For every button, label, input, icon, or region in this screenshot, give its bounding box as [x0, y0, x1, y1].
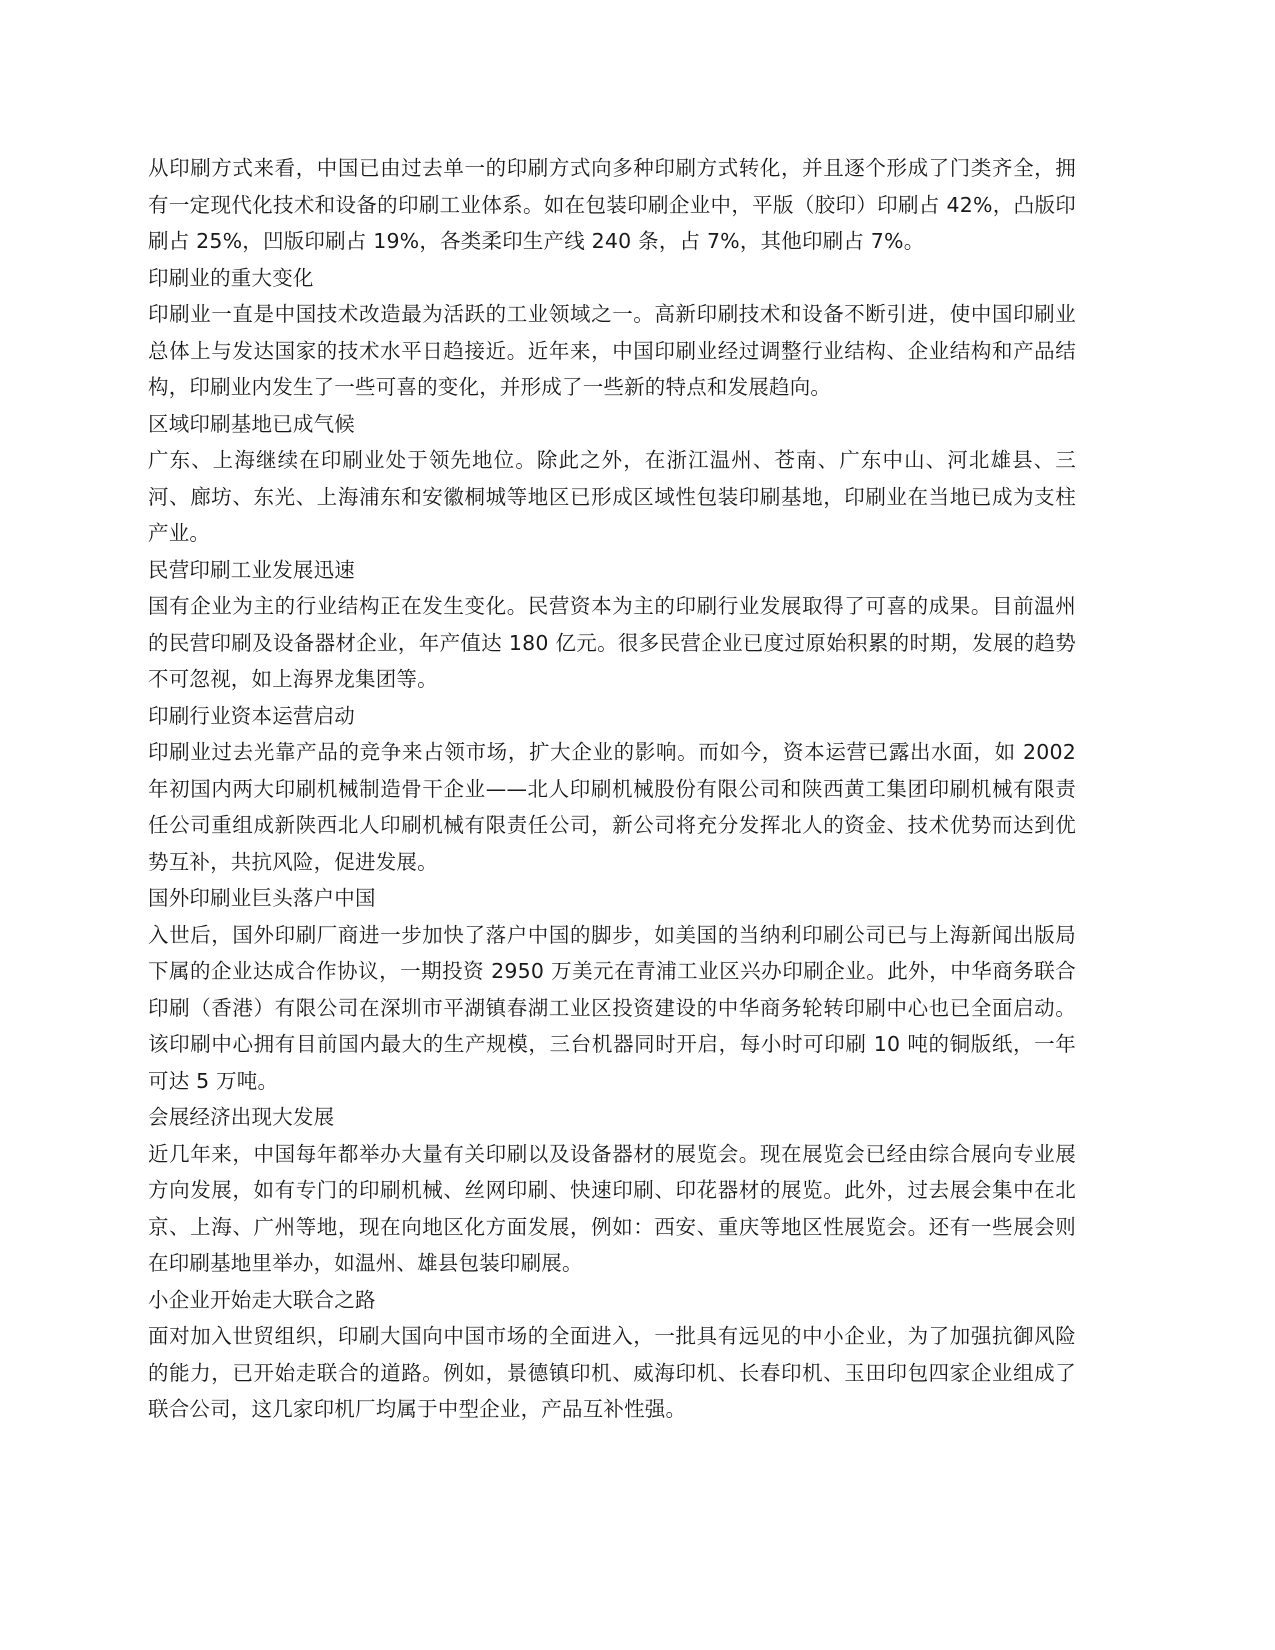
section-paragraph-private-industry: 国有企业为主的行业结构正在发生变化。民营资本为主的印刷行业发展取得了可喜的成果。目前温州的民营印刷及设备器材企业，年产值达 180 亿元。很多民营企业已度过原始积累的时期，发展的趋势不可忽视，如上海界龙集团等。 — [148, 594, 1076, 691]
section-paragraph-capital-operation: 印刷业过去光靠产品的竞争来占领市场，扩大企业的影响。而如今，资本运营已露出水面，如 2002 年初国内两大印刷机械制造骨干企业——北人印刷机械股份有限公司和陕西黄工集团印刷机械有限责任公司重组成新陕西北人印刷机械有限责任公司，新公司将充分发挥北人的资金、技术优势而达到优势互补，共抗风险，促进发展。 — [148, 740, 1076, 874]
section-paragraph-exhibition-economy: 近几年来，中国每年都举办大量有关印刷以及设备器材的展览会。现在展览会已经由综合展向专业展方向发展，如有专门的印刷机械、丝网印刷、快速印刷、印花器材的展览。此外，过去展会集中在北京、上海、广州等地，现在向地区化方面发展，例如：西安、重庆等地区性展览会。还有一些展会则在印刷基地里举办，如温州、雄县包装印刷展。 — [148, 1141, 1076, 1275]
section-heading-small-enterprises: 小企业开始走大联合之路 — [148, 1287, 376, 1312]
intro-paragraph: 从印刷方式来看，中国已由过去单一的印刷方式向多种印刷方式转化，并且逐个形成了门类齐全，拥有一定现代化技术和设备的印刷工业体系。如在包装印刷企业中，平版（胶印）印刷占 42%，凸版印刷占 25%，凹版印刷占 19%，各类柔印生产线 240 条，占 7%，其他印刷占 7%。 — [148, 156, 1076, 253]
section-heading-capital-operation: 印刷行业资本运营启动 — [148, 703, 355, 728]
section-paragraph-foreign-giants: 入世后，国外印刷厂商进一步加快了落户中国的脚步，如美国的当纳利印刷公司已与上海新闻出版局下属的企业达成合作协议，一期投资 2950 万美元在青浦工业区兴办印刷企业。此外，中华商务联合印刷（香港）有限公司在深圳市平湖镇春湖工业区投资建设的中华商务轮转印刷中心也已全面启动。该印刷中心拥有目前国内最大的生产规模，三台机器同时开启，每小时可印刷 10 吨的铜版纸，一年可达 5 万吨。 — [148, 922, 1076, 1093]
section-paragraph-small-enterprises: 面对加入世贸组织，印刷大国向中国市场的全面进入，一批具有远见的中小企业，为了加强抗御风险的能力，已开始走联合的道路。例如，景德镇印机、威海印机、长春印机、玉田印包四家企业组成了联合公司，这几家印机厂均属于中型企业，产品互补性强。 — [148, 1324, 1076, 1421]
document-page — [148, 150, 1076, 1428]
section-heading-foreign-giants: 国外印刷业巨头落户中国 — [148, 886, 376, 910]
section-heading-private-industry: 民营印刷工业发展迅速 — [148, 557, 355, 582]
section-paragraph-changes: 印刷业一直是中国技术改造最为活跃的工业领域之一。高新印刷技术和设备不断引进，使中国印刷业总体上与发达国家的技术水平日趋接近。近年来，中国印刷业经过调整行业结构、企业结构和产品结构，印刷业内发生了一些可喜的变化，并形成了一些新的特点和发展趋向。 — [148, 302, 1076, 399]
section-heading-regional-bases: 区域印刷基地已成气候 — [148, 411, 355, 436]
section-paragraph-regional-bases: 广东、上海继续在印刷业处于领先地位。除此之外，在浙江温州、苍南、广东中山、河北雄县、三河、廊坊、东光、上海浦东和安徽桐城等地区已形成区域性包装印刷基地，印刷业在当地已成为支柱产业。 — [148, 448, 1076, 545]
section-heading-changes: 印刷业的重大变化 — [148, 265, 314, 290]
section-heading-exhibition-economy: 会展经济出现大发展 — [148, 1105, 335, 1129]
